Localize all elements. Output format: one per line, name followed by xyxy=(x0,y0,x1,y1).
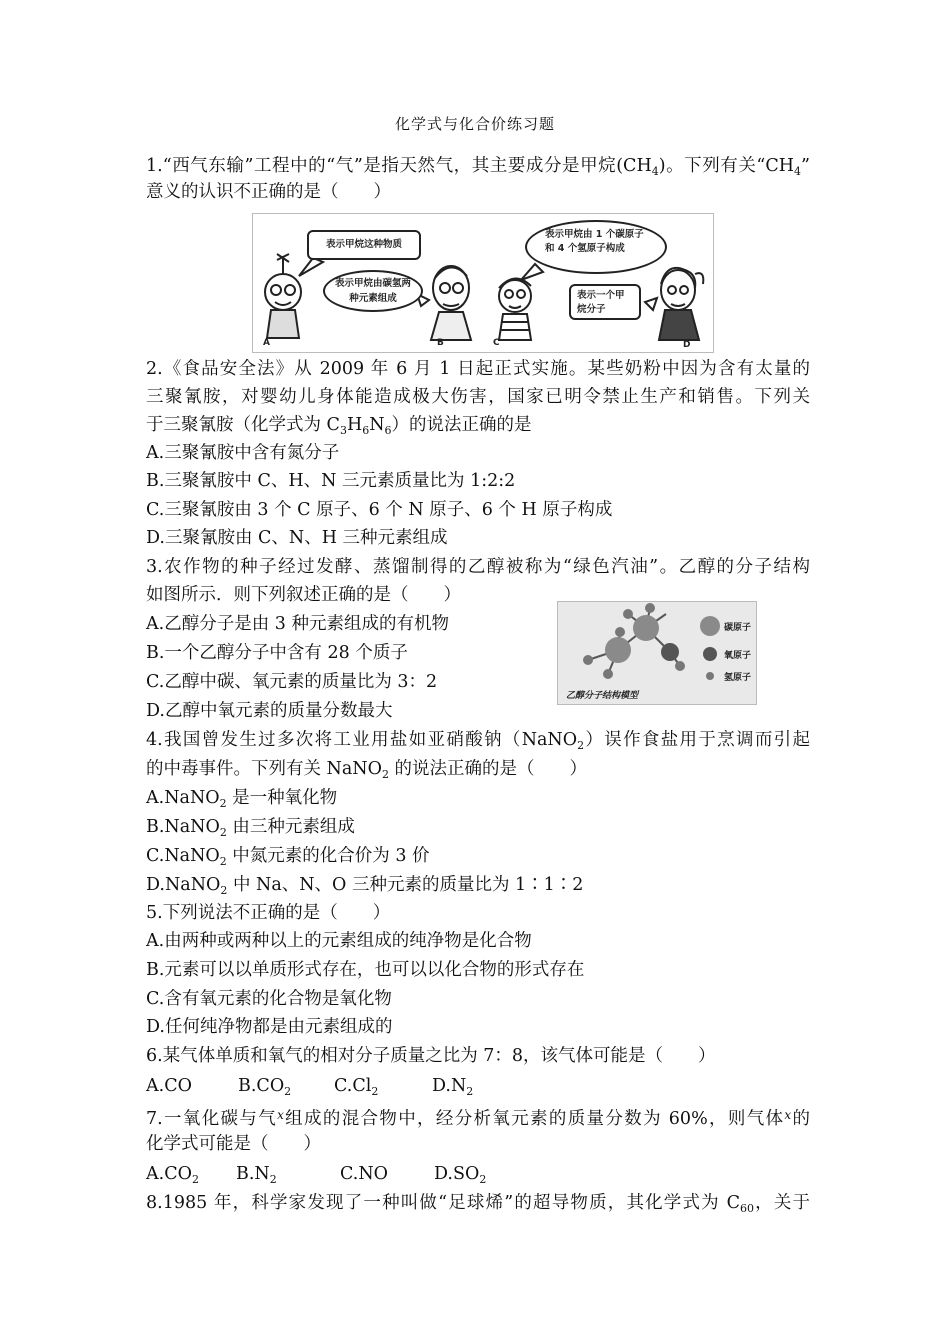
figure-label-c: C xyxy=(493,338,500,348)
bubble-d: 表示一个甲烷分子 xyxy=(569,284,641,320)
bubble-a-tail xyxy=(299,258,323,276)
q7-option-b: $B.N_2$ xyxy=(236,1164,277,1186)
hydrogen-atom-icon xyxy=(675,661,685,671)
q5-option-c: C.含有氧元素的化合物是氧化物 xyxy=(146,989,392,1009)
q8-line-1: 8.1985 年，科学家发现了一种叫做“足球烯”的超导物质，其化学式为 $C_{60}$，关于 xyxy=(146,1193,811,1215)
q6-line-1: 6.某气体单质和氧气的相对分子质量之比为 7：8，该气体可能是（ ） xyxy=(146,1046,716,1066)
q2-option-d: D.三聚氰胺由 C、N、H 三种元素组成 xyxy=(146,528,448,548)
figure-caption: 乙醇分子结构模型 xyxy=(566,691,639,701)
figure-label-b: B xyxy=(437,338,444,348)
figure-label-d: D xyxy=(683,340,691,350)
q5-option-a: A.由两种或两种以上的元素组成的纯净物是化合物 xyxy=(146,931,532,951)
q7-line-2: 化学式可能是（ ） xyxy=(146,1134,321,1154)
legend-carbon-label: 碳原子 xyxy=(724,623,752,633)
hydrogen-atom-icon xyxy=(583,655,593,665)
character-b-icon xyxy=(431,266,471,340)
q1-line-2: 意义的认识不正确的是（ ） xyxy=(146,182,391,202)
q3-option-b: B.一个乙醇分子中含有 28 个质子 xyxy=(146,643,408,663)
hydrogen-atom-icon xyxy=(645,603,655,613)
legend-oxygen-label: 氧原子 xyxy=(724,651,752,661)
legend-hydrogen-icon xyxy=(706,672,714,680)
q4-option-d: D.NaNO$_2$ 中 Na、N、O 三种元素的质量比为 1∶1∶2 xyxy=(146,875,584,897)
bubble-c-tail xyxy=(521,264,543,280)
bubble-c: 表示甲烷由 1 个碳原子和 4 个氢原子构成 xyxy=(525,220,667,274)
q6-option-d: $D.N_2$ xyxy=(432,1076,474,1098)
hydrogen-atom-icon xyxy=(603,669,613,679)
figure-label-a: A xyxy=(263,338,270,348)
bubble-d-tail xyxy=(645,298,657,310)
q4-option-a: A.NaNO$_2$ 是一种氧化物 xyxy=(146,788,338,810)
bubble-a: 表示甲烷这种物质 xyxy=(307,230,421,260)
q2-line-1: 2.《食品安全法》从 2009 年 6 月 1 日起正式实施。某些奶粉中因为含有太量的 xyxy=(146,359,810,379)
q3-line-1: 3.农作物的种子经过发酵、蒸馏制得的乙醇被称为“绿色汽油”。乙醇的分子结构 xyxy=(146,557,810,577)
legend-hydrogen-label: 氢原子 xyxy=(724,673,752,683)
ethanol-model-figure xyxy=(557,601,757,705)
q3-option-d: D.乙醇中氧元素的质量分数最大 xyxy=(146,701,393,721)
q2-line-3: 于三聚氰胺（化学式为 $C_3H_6N_6$）的说法正确的是 xyxy=(146,415,532,437)
q2-option-c: C.三聚氰胺由 3 个 C 原子、6 个 N 原子、6 个 H 原子构成 xyxy=(146,500,613,520)
character-a-icon xyxy=(265,254,301,338)
character-d-icon xyxy=(659,268,703,340)
q6-option-b: $B.CO_2$ xyxy=(238,1076,292,1098)
q3-line-2: 如图所示．则下列叙述正确的是（ ） xyxy=(146,585,461,605)
q6-option-a: A.CO xyxy=(146,1076,192,1096)
character-c-icon xyxy=(499,278,531,340)
q4-line-2: 的中毒事件。下列有关 NaNO$_2$ 的说法正确的是（ ） xyxy=(146,759,588,781)
q2-line-2: 三聚氰胺，对婴幼儿身体能造成极大伤害，国家已明令禁止生产和销售。下列关 xyxy=(146,387,810,407)
q7-line-1: 7.一氧化碳与气$^x$组成的混合物中，经分析氧元素的质量分数为 60%，则气体$^x$的 xyxy=(146,1108,811,1129)
q6-option-c: $C.Cl_2$ xyxy=(334,1076,379,1098)
q6-options xyxy=(146,1075,473,1097)
q2-option-a: A.三聚氰胺中含有氮分子 xyxy=(146,443,340,463)
q3-option-a: A.乙醇分子是由 3 种元素组成的有机物 xyxy=(146,614,449,634)
bubble-b: 表示甲烷由碳氢两种元素组成 xyxy=(323,270,423,312)
q4-option-b: B.NaNO$_2$ 由三种元素组成 xyxy=(146,817,355,839)
q7-option-c: C.NO xyxy=(340,1164,388,1184)
q7-options xyxy=(146,1163,486,1185)
q4-option-c: C.NaNO$_2$ 中氮元素的化合价为 3 价 xyxy=(146,846,430,868)
q4-line-1: 4.我国曾发生过多次将工业用盐如亚硝酸钠（NaNO$_2$）误作食盐用于烹调而引起 xyxy=(146,730,811,752)
carbon-atom-icon xyxy=(633,615,659,641)
q5-line-1: 5.下列说法不正确的是（ ） xyxy=(146,903,391,923)
q7-option-d: $D.SO_2$ xyxy=(434,1164,487,1186)
legend-carbon-icon xyxy=(700,616,720,636)
carbon-atom-icon xyxy=(605,637,631,663)
q5-option-b: B.元素可以以单质形式存在，也可以以化合物的形式存在 xyxy=(146,960,585,980)
q5-option-d: D.任何纯净物都是由元素组成的 xyxy=(146,1017,393,1037)
oxygen-atom-icon xyxy=(661,643,679,661)
q7-option-a: $A.CO_2$ xyxy=(146,1164,199,1186)
q1-cartoon-figure xyxy=(252,213,714,353)
legend-oxygen-icon xyxy=(703,647,717,661)
hydrogen-atom-icon xyxy=(623,609,633,619)
q1-line-1: 1.“西气东输”工程中的“气”是指天然气，其主要成分是甲烷$(CH_4)$。下列有关“$CH_4$” xyxy=(146,156,810,178)
q3-option-c: C.乙醇中碳、氧元素的质量比为 3：2 xyxy=(146,672,438,692)
page-title: 化学式与化合价练习题 xyxy=(394,115,555,133)
hydrogen-atom-icon xyxy=(615,627,625,637)
q2-option-b: B.三聚氰胺中 C、H、N 三元素质量比为 1:2:2 xyxy=(146,471,516,491)
